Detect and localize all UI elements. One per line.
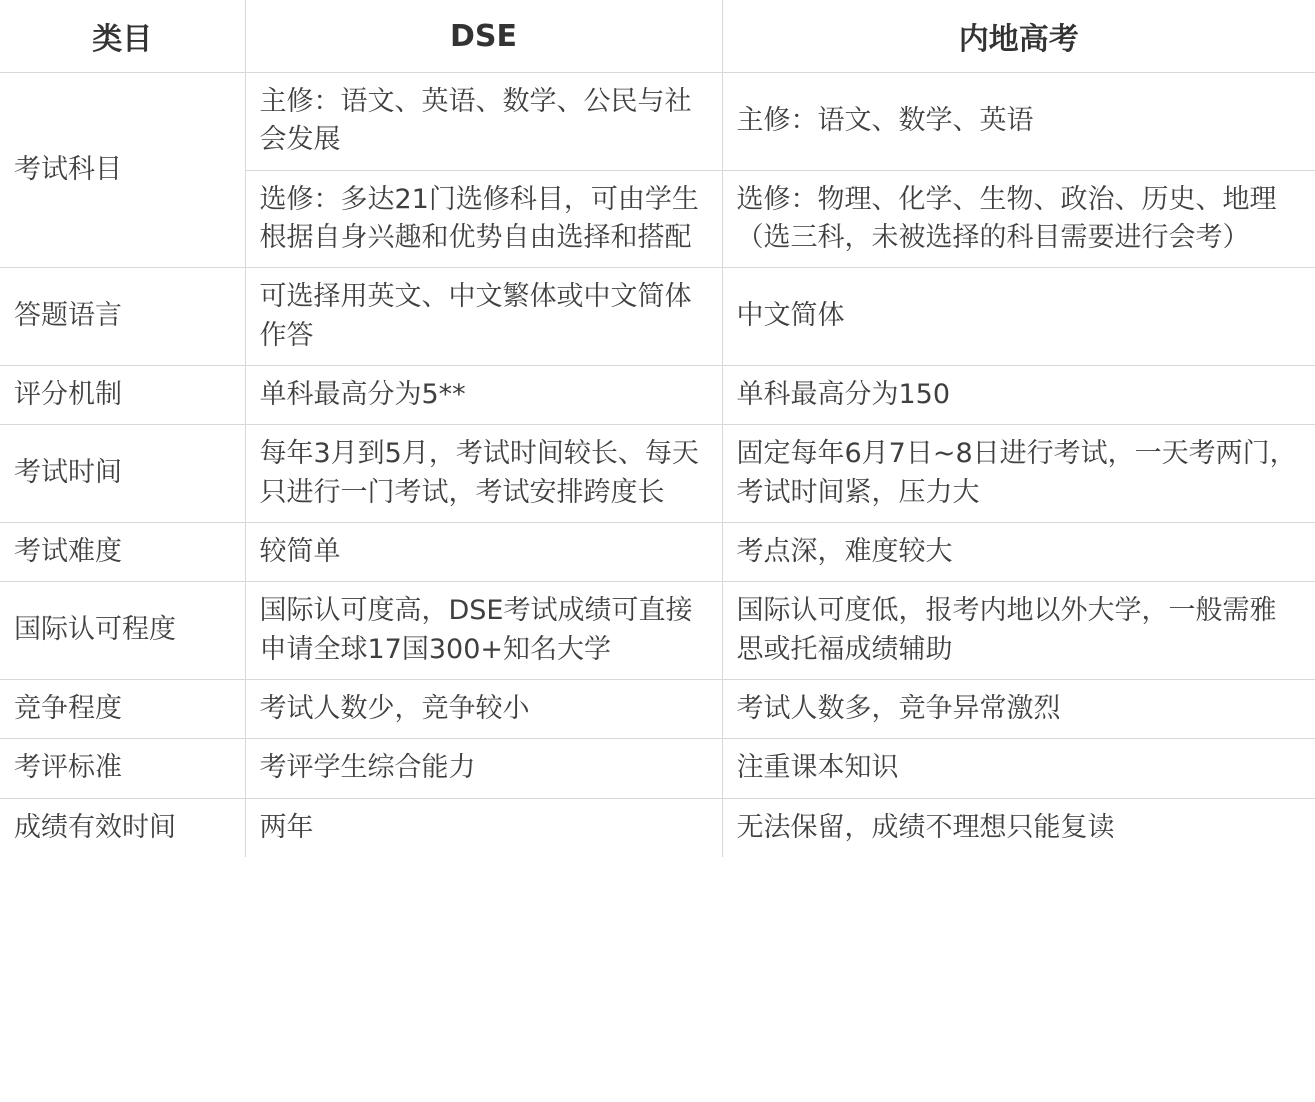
row-mainland-value: 考点深，难度较大 [722, 522, 1315, 581]
row-dse-value: 每年3月到5月，考试时间较长、每天只进行一门考试，考试安排跨度长 [245, 425, 722, 523]
row-mainland-value: 主修：语文、数学、英语 [722, 73, 1315, 171]
table-row [0, 365, 1315, 424]
row-category: 考评标准 [0, 739, 245, 798]
row-mainland-value: 固定每年6月7日~8日进行考试，一天考两门，考试时间紧，压力大 [722, 425, 1315, 523]
table-row [0, 739, 1315, 798]
table-row [0, 522, 1315, 581]
row-category: 评分机制 [0, 365, 245, 424]
table-header-row [0, 0, 1315, 73]
table-row [0, 679, 1315, 738]
row-dse-value: 较简单 [245, 522, 722, 581]
row-mainland-value: 选修：物理、化学、生物、政治、历史、地理（选三科，未被选择的科目需要进行会考） [722, 170, 1315, 268]
table-body [0, 73, 1315, 857]
row-category: 成绩有效时间 [0, 798, 245, 857]
row-mainland-value: 注重课本知识 [722, 739, 1315, 798]
row-category: 考试时间 [0, 425, 245, 523]
row-dse-value: 选修：多达21门选修科目，可由学生根据自身兴趣和优势自由选择和搭配 [245, 170, 722, 268]
table-row [0, 582, 1315, 680]
table-row [0, 798, 1315, 857]
row-dse-value: 可选择用英文、中文繁体或中文简体作答 [245, 268, 722, 366]
row-category: 答题语言 [0, 268, 245, 366]
column-header-dse: DSE [245, 0, 722, 73]
row-category: 国际认可程度 [0, 582, 245, 680]
row-category: 考试科目 [0, 73, 245, 268]
table-row [0, 425, 1315, 523]
row-dse-value: 单科最高分为5** [245, 365, 722, 424]
row-category: 考试难度 [0, 522, 245, 581]
table-row [0, 73, 1315, 171]
row-mainland-value: 国际认可度低，报考内地以外大学，一般需雅思或托福成绩辅助 [722, 582, 1315, 680]
row-mainland-value: 单科最高分为150 [722, 365, 1315, 424]
column-header-category: 类目 [0, 0, 245, 73]
table-row [0, 268, 1315, 366]
row-mainland-value: 中文简体 [722, 268, 1315, 366]
row-dse-value: 考试人数少，竞争较小 [245, 679, 722, 738]
row-mainland-value: 无法保留，成绩不理想只能复读 [722, 798, 1315, 857]
row-dse-value: 国际认可度高，DSE考试成绩可直接申请全球17国300+知名大学 [245, 582, 722, 680]
column-header-mainland: 内地高考 [722, 0, 1315, 73]
table-header [0, 0, 1315, 73]
row-dse-value: 两年 [245, 798, 722, 857]
row-dse-value: 考评学生综合能力 [245, 739, 722, 798]
row-mainland-value: 考试人数多，竞争异常激烈 [722, 679, 1315, 738]
row-dse-value: 主修：语文、英语、数学、公民与社会发展 [245, 73, 722, 171]
row-category: 竞争程度 [0, 679, 245, 738]
